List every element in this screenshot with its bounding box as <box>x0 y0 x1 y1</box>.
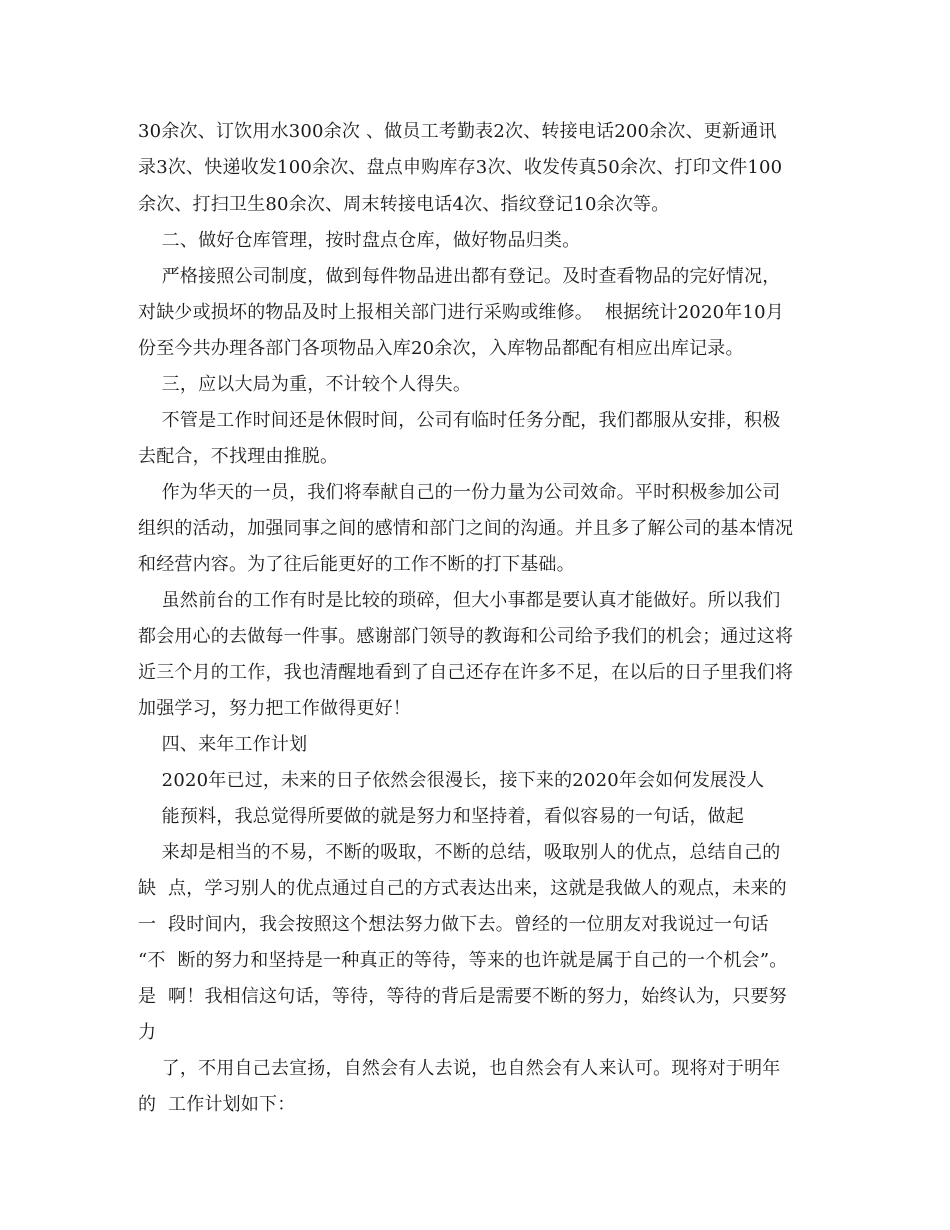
section-heading: 二、做好仓库管理，按时盘点仓库，做好物品归类。 <box>138 230 581 251</box>
text-line: 对缺少或损坏的物品及时上报相关部门进行采购或维修。 根据统计2020年10月 <box>138 302 784 323</box>
text-line: 30余次、订饮用水300余次 、做员工考勤表2次、转接电话200余次、更新通讯 <box>138 121 777 142</box>
text-line: “不 断的努力和坚持是一种真正的等待，等来的也许就是属于自己的一个机会”。 <box>138 950 788 971</box>
text-line: 缺 点，学习别人的优点通过自己的方式表达出来，这就是我做人的观点，未来的 <box>138 878 787 899</box>
text-line: 份至今共办理各部门各项物品入库20余次，入库物品都配有相应出库记录。 <box>138 338 744 359</box>
text-line: 不管是工作时间还是休假时间，公司有临时任务分配，我们都服从安排，积极 <box>138 410 781 431</box>
text-line: 余次、打扫卫生80余次、周末转接电话4次、指纹登记10余次等。 <box>138 194 670 215</box>
text-line: 力 <box>138 1022 157 1043</box>
text-line: 来却是相当的不易，不断的吸取，不断的总结，吸取别人的优点，总结自己的 <box>138 842 781 863</box>
text-line: 一 段时间内，我会按照这个想法努力做下去。曾经的一位朋友对我说过一句话 <box>138 914 769 935</box>
text-line: 了，不用自己去宣扬，自然会有人去说，也自然会有人来认可。现将对于明年 <box>138 1058 781 1079</box>
text-line: 加强学习，努力把工作做得更好！ <box>138 698 411 719</box>
text-line: 和经营内容。为了往后能更好的工作不断的打下基础。 <box>138 554 575 575</box>
section-heading: 四、来年工作计划 <box>138 734 308 755</box>
text-line: 是 啊！我相信这句话，等待，等待的背后是需要不断的努力，始终认为，只要努 <box>138 986 787 1007</box>
text-line: 的 工作计划如下： <box>138 1094 296 1115</box>
text-line: 能预料，我总觉得所要做的就是努力和坚持着，看似容易的一句话，做起 <box>138 806 745 827</box>
text-line: 都会用心的去做每一件事。感谢部门领导的教诲和公司给予我们的机会；通过这将 <box>138 626 794 647</box>
text-line: 近三个月的工作，我也清醒地看到了自己还存在许多不足，在以后的日子里我们将 <box>138 662 794 683</box>
text-line: 组织的活动，加强同事之间的感情和部门之间的沟通。并且多了解公司的基本情况 <box>138 518 794 539</box>
text-line: 严格接照公司制度，做到每件物品进出都有登记。及时查看物品的完好情况， <box>138 266 781 287</box>
text-line: 2020年已过，未来的日子依然会很漫长，接下来的2020年会如何发展没人 <box>138 770 765 791</box>
text-line: 录3次、快递收发100余次、盘点申购库存3次、收发传真50余次、打印文件100 <box>138 157 783 178</box>
section-heading: 三，应以大局为重，不计较个人得失。 <box>138 374 472 395</box>
text-line: 作为华天的一员，我们将奉献自己的一份力量为公司效命。平时积极参加公司 <box>138 482 781 503</box>
text-line: 去配合，不找理由推脱。 <box>138 446 339 467</box>
text-line: 虽然前台的工作有时是比较的琐碎，但大小事都是要认真才能做好。所以我们 <box>138 590 781 611</box>
